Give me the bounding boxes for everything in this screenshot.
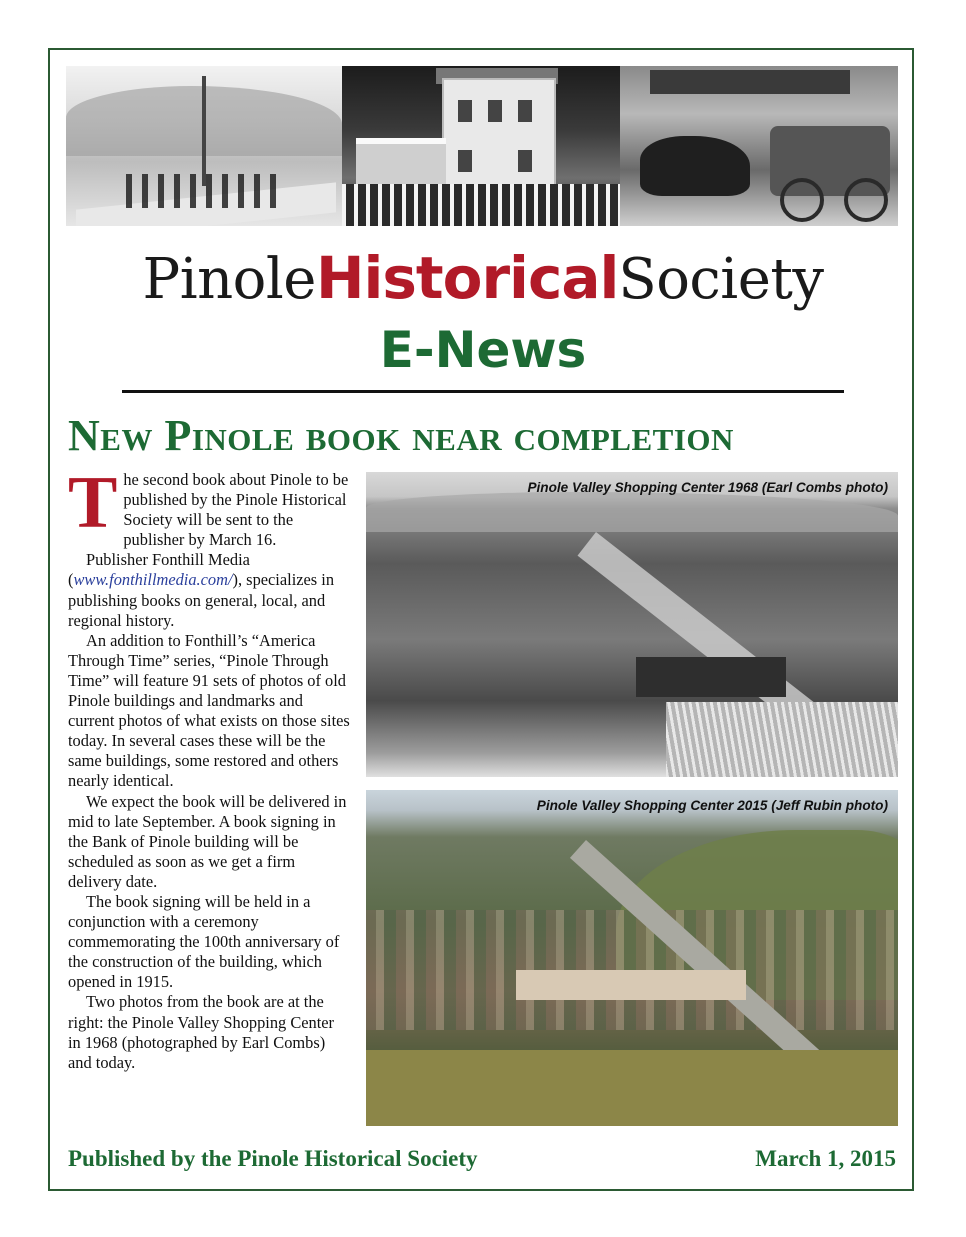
article-paragraph: Publisher Fonthill Media (www.fonthillmedia.com/), specializes in publishing books on general, local, and regional history. [68, 550, 335, 630]
enews-title: E-News [379, 321, 587, 379]
historic-livery-stable-photo [620, 66, 898, 226]
article-paragraph: Two photos from the book are at the right: the Pinole Valley Shopping Center in 1968 (photographed by Earl Combs) and today. [68, 992, 335, 1072]
article-paragraph: The book signing will be held in a conjunction with a ceremony commemorating the 100th anniversary of the construction of the building, which opened in 1915. [68, 891, 340, 992]
fonthill-link[interactable]: www.fonthillmedia.com/ [73, 570, 233, 590]
title-divider [122, 390, 844, 393]
masthead-society: Society [618, 247, 824, 312]
shopping-center-1968-photo [366, 472, 898, 777]
footer-publisher: Published by the Pinole Historical Society [68, 1146, 478, 1171]
article-paragraph: We expect the book will be delivered in mid to late September. A book signing in the Bank of Pinole building will be scheduled as soon as we get a firm delivery date. [68, 791, 347, 891]
shopping-center-2015-photo [366, 790, 898, 1126]
masthead-pinole: Pinole [142, 247, 316, 312]
footer-date: March 1, 2015 [755, 1146, 896, 1171]
header-photo-strip [66, 66, 898, 226]
photo-caption-1968: Pinole Valley Shopping Center 1968 (Earl Combs photo) [527, 480, 888, 495]
article-paragraph: The second book about Pinole to be published by the Pinole Historical Society will be sent to the publisher by March 16. [68, 462, 349, 550]
masthead-title [0, 238, 966, 320]
article-headline: New Pinole book near completion [68, 411, 734, 460]
article-body [68, 462, 350, 1073]
historic-street-photo [66, 66, 342, 226]
drop-cap: T [68, 462, 118, 544]
masthead-historical: Historical [315, 244, 619, 312]
photo-caption-2015: Pinole Valley Shopping Center 2015 (Jeff Rubin photo) [536, 798, 888, 813]
article-paragraph: An addition to Fonthill’s “America Through Time” series, “Pinole Through Time” will feature 91 sets of photos of old Pinole buildings and landmarks and current photos of what exists on those sites today. In several cases these will be the same buildings, some restored and others nearly identical. [68, 630, 350, 791]
historic-house-photo [342, 66, 620, 226]
